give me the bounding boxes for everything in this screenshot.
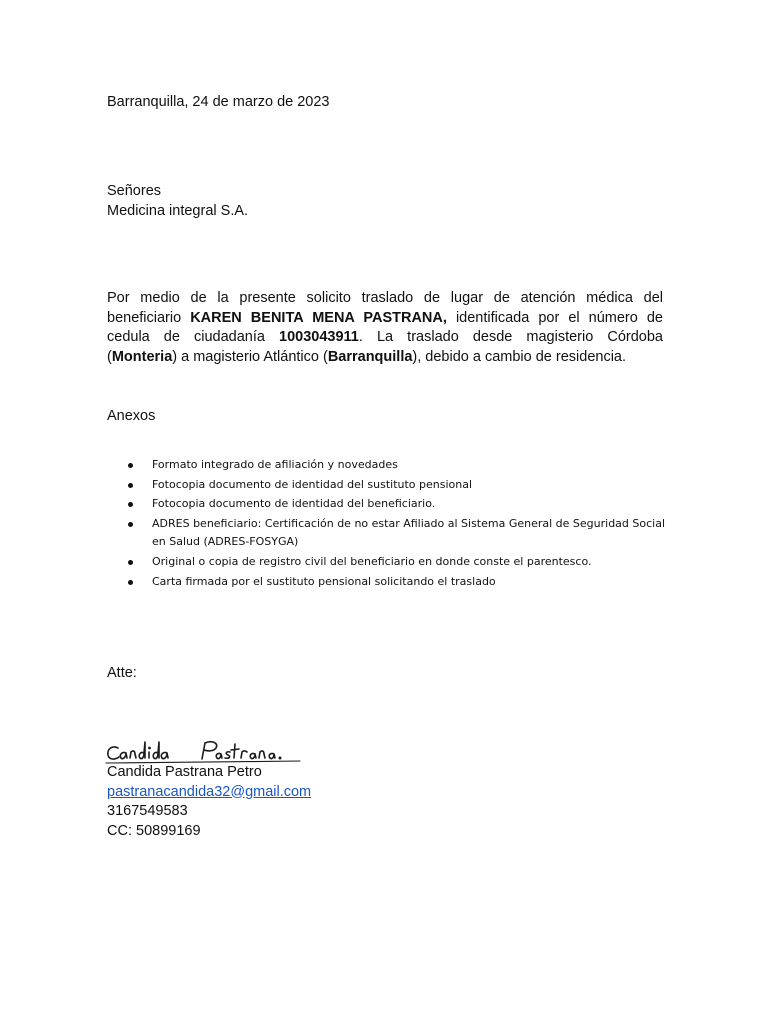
list-item xyxy=(123,475,683,495)
list-item xyxy=(123,455,683,475)
closing: Atte: xyxy=(107,665,137,681)
body-text: ) a magisterio Atlántico ( xyxy=(172,348,328,365)
body-text: identificada por el número de xyxy=(446,309,663,326)
annex-item-text: Fotocopia documento de identidad del sustituto pensional xyxy=(152,477,473,491)
signer-name: Candida Pastrana Petro xyxy=(107,764,262,780)
body-text: . La traslado desde magisterio Córdoba xyxy=(358,329,663,345)
body-line-4 xyxy=(107,348,663,368)
list-item xyxy=(123,494,683,514)
body-line-2 xyxy=(107,309,663,329)
signer-id: CC: 50899169 xyxy=(107,822,201,839)
signer-phone: 3167549583 xyxy=(107,803,188,819)
destination-city: Barranquilla xyxy=(327,348,413,365)
bullet-icon xyxy=(128,463,133,468)
letter-date: Barranquilla, 24 de marzo de 2023 xyxy=(107,94,330,110)
body-text: cedula de ciudadanía xyxy=(107,329,280,345)
letter-body xyxy=(107,289,663,367)
annex-item-text: Carta firmada por el sustituto pensional solicitando el traslado xyxy=(152,574,496,588)
bullet-icon xyxy=(128,522,133,527)
bullet-icon xyxy=(128,483,133,488)
body-text: beneficiario xyxy=(107,309,191,326)
list-item xyxy=(123,552,683,572)
list-item xyxy=(123,572,683,592)
body-line-3 xyxy=(107,328,663,348)
annex-item-text: Fotocopia documento de identidad del beneficiario. xyxy=(152,497,436,511)
bullet-icon xyxy=(128,502,133,507)
signer-block xyxy=(107,763,311,841)
beneficiary-id: 1003043911 xyxy=(279,329,359,345)
origin-city: Monteria xyxy=(111,348,173,365)
annex-item-text-continued: en Salud (ADRES-FOSYGA) xyxy=(152,535,299,549)
annex-list xyxy=(123,455,683,591)
recipient-salutation: Señores xyxy=(107,183,162,199)
bullet-icon xyxy=(128,580,133,585)
list-item xyxy=(123,514,683,552)
annex-heading: Anexos xyxy=(107,408,156,424)
body-text: ), debido a cambio de residencia. xyxy=(412,348,627,365)
body-text: ( xyxy=(107,348,112,365)
beneficiary-name: KAREN BENITA MENA PASTRANA, xyxy=(190,309,447,326)
annex-item-text: ADRES beneficiario: Certificación de no estar Afiliado al Sistema General de Seguridad Social xyxy=(152,516,666,530)
handwritten-signature xyxy=(104,736,304,766)
recipient-block xyxy=(107,181,248,221)
annex-item-text: Original o copia de registro civil del beneficiario en donde conste el parentesco. xyxy=(152,554,592,568)
body-line-1: Por medio de la presente solicito traslado de lugar de atención médica del xyxy=(107,290,663,306)
recipient-company: Medicina integral S.A. xyxy=(107,203,249,219)
annex-item-text: Formato integrado de afiliación y novedades xyxy=(152,458,398,471)
bullet-icon xyxy=(128,560,133,565)
signer-email-link[interactable]: pastranacandida32@gmail.com xyxy=(107,783,312,800)
